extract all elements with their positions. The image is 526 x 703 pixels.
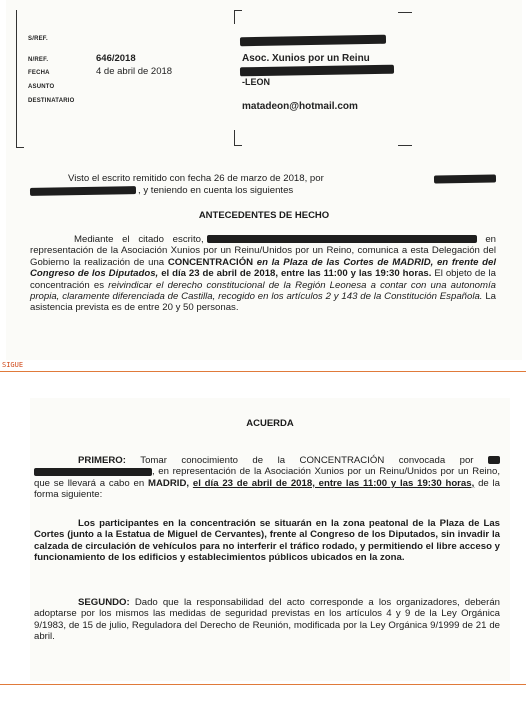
recipient-org: Asoc. Xunios por un Reinu: [242, 53, 370, 64]
redacted-convener-a: [488, 456, 500, 464]
sigue-label: SIGUE: [2, 361, 24, 369]
sref-label: S/REF.: [28, 36, 48, 42]
fecha-label: FECHA: [28, 70, 50, 76]
divider-rule-bottom: [0, 684, 526, 685]
intro-line-1: Visto el escrito remitido con fecha 26 de marzo de 2018, por: [68, 173, 324, 184]
redacted-convener-b: [34, 468, 152, 476]
recipient-email: matadeon@hotmail.com: [242, 101, 358, 112]
redacted-sender-1: [434, 174, 496, 183]
antecedentes-title: ANTECEDENTES DE HECHO: [198, 210, 330, 221]
antecedentes-paragraph: Mediante el citado escrito, en representación de la Asociación Xunios por un Reinu/Unidos por un Reino, comunica a esta Delegación del Gobierno la realización de una CONCENTRACIÓN en la Plaza de las Cortes de MADRID, en frente del Congreso de los Diputados, el día 23 de abril de 2018, entre las 11:00 y las 19:30 horas. El objeto de la concentración es reivindicar el derecho constitucional de la Región Leonesa a contar con una autonomía propia, claramente diferenciada de Castilla, recogido en los artículos 2 y 143 de la Constitución Española. La asistencia prevista es de entre 20 y 50 personas.: [30, 234, 497, 314]
left-bracket-foot: [16, 147, 24, 148]
acuerda-title: ACUERDA: [246, 418, 294, 429]
asunto-label: ASUNTO: [28, 84, 55, 90]
address-corner-tl-h: [234, 10, 242, 11]
nref-value: 646/2018: [96, 53, 136, 64]
segundo-paragraph: SEGUNDO: Dado que la responsabilidad del acto corresponde a los organizadores, deberán adoptarse por los mismos las medidas de seguridad previstas en los artículos 4 y 9 de la Ley Orgánica 9/1983, de 15 de julio, Reguladora del Derecho de Reunión, modificada por la Ley Orgánica 9/1999 de 21 de abril.: [34, 597, 500, 643]
address-corner-bl-h: [234, 145, 242, 146]
left-bracket-vertical: [16, 10, 17, 148]
address-corner-br: [398, 145, 412, 146]
address-corner-tl-v: [234, 10, 235, 24]
fecha-value: 4 de abril de 2018: [96, 66, 173, 77]
destinatario-label: DESTINATARIO: [28, 98, 75, 104]
primero-paragraph: PRIMERO: Tomar conocimiento de la CONCENTRACIÓN convocada por , en representación de la Asociación Xunios por un Reinu/Unidos por un Reino, que se llevará a cabo en MADRID, el día 23 de abril de 2018, entre las 11:00 y las 19:30 horas, de la forma siguiente:: [34, 455, 500, 501]
participants-paragraph: Los participantes en la concentración se situarán en la zona peatonal de la Plaza de Las Cortes (junto a la Estatua de Miguel de Cervantes), frente al Congreso de los Diputados, sin invadir la calzada de circulación de vehículos para no interferir el tráfico rodado, y permitiendo el libre acceso y funcionamiento de los edificios y establecimientos públicos ubicados en la zona.: [34, 518, 500, 564]
nref-label: N/REF.: [28, 57, 49, 63]
address-corner-tr: [398, 12, 412, 13]
redacted-representative: [207, 235, 477, 243]
intro-line-2: , y teniendo en cuenta los siguientes: [138, 185, 294, 196]
recipient-city: -LEON: [242, 77, 270, 87]
divider-rule-top: [0, 371, 526, 372]
address-corner-bl-v: [234, 130, 235, 146]
